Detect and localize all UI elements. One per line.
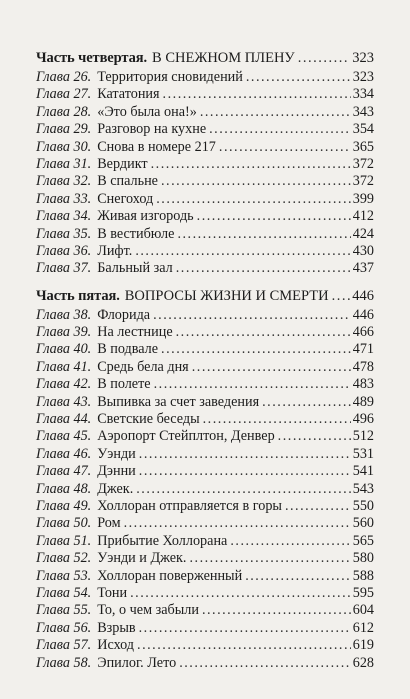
page-number: 550 <box>352 497 374 514</box>
chapter-label: Глава 44. <box>36 411 92 428</box>
dot-leader <box>176 324 351 341</box>
chapter-entry <box>36 411 374 428</box>
chapter-entry <box>36 307 374 324</box>
dot-leader <box>124 515 351 532</box>
chapter-title: Дэнни <box>97 463 136 480</box>
page-number: 323 <box>352 69 374 85</box>
chapter-label: Глава 34. <box>36 208 92 225</box>
chapter-label: Глава 58. <box>36 654 92 671</box>
page-number: 543 <box>352 480 374 497</box>
dot-leader <box>189 550 350 567</box>
page-number: 372 <box>352 173 374 190</box>
chapter-label: Глава 30. <box>36 138 92 155</box>
chapter-entry <box>36 568 374 585</box>
page-number: 604 <box>352 602 374 619</box>
chapter-entry <box>36 585 374 602</box>
page-number: 541 <box>352 463 374 480</box>
page-number: 560 <box>352 515 374 532</box>
dot-leader <box>278 428 351 445</box>
dot-leader <box>151 156 351 173</box>
chapter-label: Глава 38. <box>36 306 92 323</box>
chapter-entry <box>36 156 374 173</box>
dot-leader <box>135 243 350 260</box>
chapter-label: Глава 50. <box>36 515 92 532</box>
chapter-label: Глава 53. <box>36 567 92 584</box>
chapter-entry <box>36 191 374 208</box>
dot-leader <box>139 446 351 463</box>
page-number: 466 <box>352 324 374 341</box>
chapter-entry <box>36 550 374 567</box>
chapter-title: Территория сновидений <box>97 69 243 85</box>
chapter-label: Глава 45. <box>36 428 92 445</box>
dot-leader <box>177 226 350 243</box>
page-number: 531 <box>352 445 374 462</box>
chapter-label: Глава 48. <box>36 480 92 497</box>
chapter-entry <box>36 104 374 121</box>
page-number: 478 <box>352 358 374 375</box>
chapter-title: Ром <box>97 515 121 532</box>
chapter-entry <box>36 121 374 138</box>
page-number: 372 <box>352 155 374 172</box>
page-number: 580 <box>352 550 374 567</box>
dot-leader <box>163 86 351 103</box>
chapter-title: Аэропорт Стейплтон, Денвер <box>97 428 275 445</box>
page-number: 430 <box>352 242 374 259</box>
chapter-entry <box>36 481 374 498</box>
dot-leader <box>298 49 351 68</box>
dot-leader <box>202 602 351 619</box>
chapter-label: Глава 35. <box>36 225 92 242</box>
page-number: 354 <box>352 121 374 138</box>
dot-leader <box>332 287 351 306</box>
dot-leader <box>176 260 351 277</box>
chapter-label: Глава 56. <box>36 619 92 636</box>
chapter-title: В полете <box>97 376 151 393</box>
page-number: 437 <box>352 260 374 277</box>
dot-leader <box>154 376 351 393</box>
part-label: Часть четвертая. <box>36 50 148 66</box>
page-number: 424 <box>352 225 374 242</box>
dot-leader <box>197 208 351 225</box>
chapter-title: Снегоход <box>97 190 154 207</box>
chapter-title: Средь бела дня <box>97 358 189 375</box>
dot-leader <box>153 307 351 324</box>
page-number: 628 <box>352 654 374 671</box>
dot-leader <box>139 620 351 637</box>
chapter-title: Уэнди <box>97 445 136 462</box>
page-number: 612 <box>352 619 374 636</box>
chapter-title: Джек. <box>97 480 134 497</box>
chapter-label: Глава 51. <box>36 532 92 549</box>
chapter-label: Глава 43. <box>36 393 92 410</box>
chapter-label: Глава 33. <box>36 190 92 207</box>
chapter-entry <box>36 463 374 480</box>
dot-leader <box>136 481 350 498</box>
page-number: 496 <box>352 411 374 428</box>
part-title: В СНЕЖНОМ ПЛЕНУ <box>152 50 295 66</box>
chapter-title: Эпилог. Лето <box>97 654 177 671</box>
chapter-title: Холлоран поверженный <box>97 567 243 584</box>
chapter-entry <box>36 69 374 86</box>
page-number: 512 <box>352 428 374 445</box>
page-number: 446 <box>352 306 374 323</box>
chapter-label: Глава 29. <box>36 121 92 138</box>
dot-leader <box>156 191 350 208</box>
chapter-label: Глава 46. <box>36 445 92 462</box>
dot-leader <box>139 463 351 480</box>
part-title: ВОПРОСЫ ЖИЗНИ И СМЕРТИ <box>124 287 329 304</box>
chapter-title: Живая изгородь <box>97 208 194 225</box>
dot-leader <box>161 341 351 358</box>
chapter-title: В подвале <box>97 341 159 358</box>
part-label: Часть пятая. <box>36 287 120 304</box>
chapter-title: В спальне <box>97 173 158 190</box>
chapter-title: Бальный зал <box>97 260 173 277</box>
chapter-title: Прибытие Холлорана <box>97 532 228 549</box>
chapter-label: Глава 41. <box>36 358 92 375</box>
dot-leader <box>246 69 351 86</box>
chapter-entry <box>36 655 374 672</box>
chapter-title: Кататония <box>97 86 160 103</box>
chapter-entry <box>36 394 374 411</box>
chapter-entry <box>36 620 374 637</box>
chapter-entry <box>36 86 374 103</box>
chapter-title: На лестнице <box>97 324 173 341</box>
part-heading <box>36 287 374 306</box>
chapter-entry <box>36 533 374 550</box>
chapter-label: Глава 47. <box>36 463 92 480</box>
chapter-entry <box>36 324 374 341</box>
chapter-entry <box>36 226 374 243</box>
chapter-label: Глава 57. <box>36 637 92 654</box>
page-number: 489 <box>352 393 374 410</box>
part-heading <box>36 49 374 68</box>
chapter-label: Глава 32. <box>36 173 92 190</box>
dot-leader <box>245 568 351 585</box>
chapter-label: Глава 36. <box>36 242 92 259</box>
chapter-title: Флорида <box>97 306 151 323</box>
dot-leader <box>137 637 351 654</box>
dot-leader <box>130 585 351 602</box>
chapter-label: Глава 55. <box>36 602 92 619</box>
dot-leader <box>209 121 351 138</box>
page-number: 334 <box>352 86 374 103</box>
chapter-label: Глава 40. <box>36 341 92 358</box>
chapter-title: Лифт. <box>97 242 133 259</box>
chapter-title: Тони <box>97 584 128 601</box>
dot-leader <box>230 533 350 550</box>
chapter-entry <box>36 637 374 654</box>
page-number: 446 <box>352 287 374 304</box>
chapter-entry <box>36 260 374 277</box>
chapter-title: Светские беседы <box>97 411 200 428</box>
chapter-label: Глава 39. <box>36 324 92 341</box>
chapter-title: «Это была она!» <box>97 103 197 120</box>
chapter-title: Исход <box>97 637 135 654</box>
page-number: 588 <box>352 567 374 584</box>
page-number: 471 <box>352 341 374 358</box>
page-number: 399 <box>352 190 374 207</box>
chapter-title: В вестибюле <box>97 225 175 242</box>
chapter-label: Глава 37. <box>36 260 92 277</box>
dot-leader <box>200 104 351 121</box>
dot-leader <box>161 173 351 190</box>
chapter-title: Разговор на кухне <box>97 121 207 138</box>
chapter-label: Глава 31. <box>36 155 92 172</box>
chapter-entry <box>36 602 374 619</box>
chapter-entry <box>36 341 374 358</box>
table-of-contents <box>36 49 374 672</box>
page-number: 343 <box>352 103 374 120</box>
page-number: 565 <box>352 532 374 549</box>
chapter-label: Глава 49. <box>36 497 92 514</box>
chapter-label: Глава 28. <box>36 103 92 120</box>
chapter-entry <box>36 208 374 225</box>
chapter-label: Глава 42. <box>36 376 92 393</box>
dot-leader <box>203 411 351 428</box>
chapter-title: Снова в номере 217 <box>97 138 216 155</box>
dot-leader <box>192 359 351 376</box>
chapter-entry <box>36 498 374 515</box>
chapter-entry <box>36 446 374 463</box>
chapter-label: Глава 26. <box>36 69 92 85</box>
chapter-entry <box>36 376 374 393</box>
dot-leader <box>219 139 351 156</box>
chapter-title: Выпивка за счет заведения <box>97 393 260 410</box>
chapter-title: Вердикт <box>97 155 148 172</box>
chapter-entry <box>36 359 374 376</box>
chapter-entry <box>36 243 374 260</box>
chapter-entry <box>36 515 374 532</box>
chapter-label: Глава 54. <box>36 584 92 601</box>
page-number: 365 <box>352 138 374 155</box>
chapter-title: Уэнди и Джек. <box>97 550 187 567</box>
chapter-label: Глава 52. <box>36 550 92 567</box>
chapter-entry <box>36 139 374 156</box>
page-number: 412 <box>352 208 374 225</box>
chapter-entry <box>36 173 374 190</box>
chapter-title: Холлоран отправляется в горы <box>97 497 282 514</box>
page-number: 619 <box>352 637 374 654</box>
dot-leader <box>262 394 351 411</box>
chapter-entry <box>36 428 374 445</box>
chapter-title: Взрыв <box>97 619 136 636</box>
chapter-label: Глава 27. <box>36 86 92 103</box>
page-number: 483 <box>352 376 374 393</box>
page-number: 595 <box>352 584 374 601</box>
page-number: 323 <box>352 50 374 66</box>
dot-leader <box>285 498 351 515</box>
chapter-title: То, о чем забыли <box>97 602 199 619</box>
dot-leader <box>179 655 351 672</box>
